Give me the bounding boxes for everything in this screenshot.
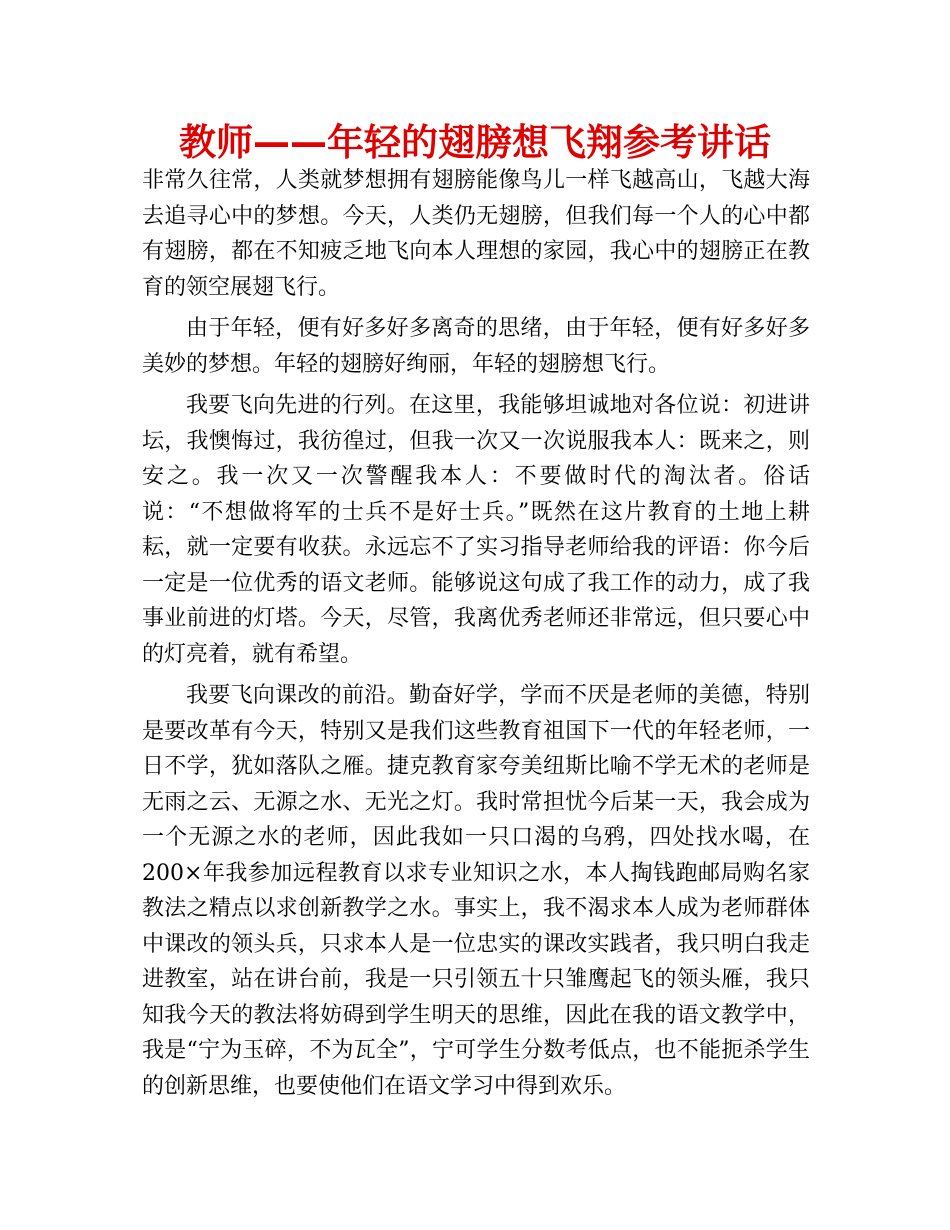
- document-body: [142, 163, 810, 1110]
- paragraph-1: 非常久往常，人类就梦想拥有翅膀能像鸟儿一样飞越高山，飞越大海去追寻心中的梦想。今天，人类仍无翅膀，但我们每一个人的心中都有翅膀，都在不知疲乏地飞向本人理想的家园，我心中的翅膀正在教育的领空展翅飞行。: [142, 168, 810, 300]
- paragraph-2: 由于年轻，便有好多好多离奇的思绪，由于年轻，便有好多好多美妙的梦想。年轻的翅膀好绚丽，年轻的翅膀想飞行。: [142, 316, 810, 377]
- document-title: 教师——年轻的翅膀想飞翔参考讲话: [179, 121, 771, 164]
- paragraph-4: 我要飞向课改的前沿。勤奋好学，学而不厌是老师的美德，特别是要改革有今天，特别又是我们这些教育祖国下一代的年轻老师，一日不学，犹如落队之雁。捷克教育家夸美纽斯比喻不学无术的老师是无雨之云、无源之水、无光之灯。我时常担忧今后某一天，我会成为一个无源之水的老师，因此我如一只口渴的乌鸦，四处找水喝，在200×年我参加远程教育以求专业知识之水，本人掏钱跑邮局购名家教法之精点以求创新教学之水。事实上，我不渴求本人成为老师群体中课改的领头兵，只求本人是一位忠实的课改实践者，我只明白我走进教室，站在讲台前，我是一只引领五十只雏鹰起飞的领头雁，我只知我今天的教法将妨碍到学生明天的思维，因此在我的语文教学中，我是“宁为玉碎，不为瓦全”，宁可学生分数考低点，也不能扼杀学生的创新思维，也要使他们在语文学习中得到欢乐。: [142, 683, 810, 1099]
- paragraph-3: 我要飞向先进的行列。在这里，我能够坦诚地对各位说：初进讲坛，我懊悔过，我彷徨过，但我一次又一次说服我本人：既来之，则安之。我一次又一次警醒我本人：不要做时代的淘汰者。俗话说：“不想做将军的士兵不是好士兵。”既然在这片教育的土地上耕耘，就一定要有收获。永远忘不了实习指导老师给我的评语：你今后一定是一位优秀的语文老师。能够说这句成了我工作的动力，成了我事业前进的灯塔。今天，尽管，我离优秀老师还非常远，但只要心中的灯亮着，就有希望。: [142, 393, 810, 667]
